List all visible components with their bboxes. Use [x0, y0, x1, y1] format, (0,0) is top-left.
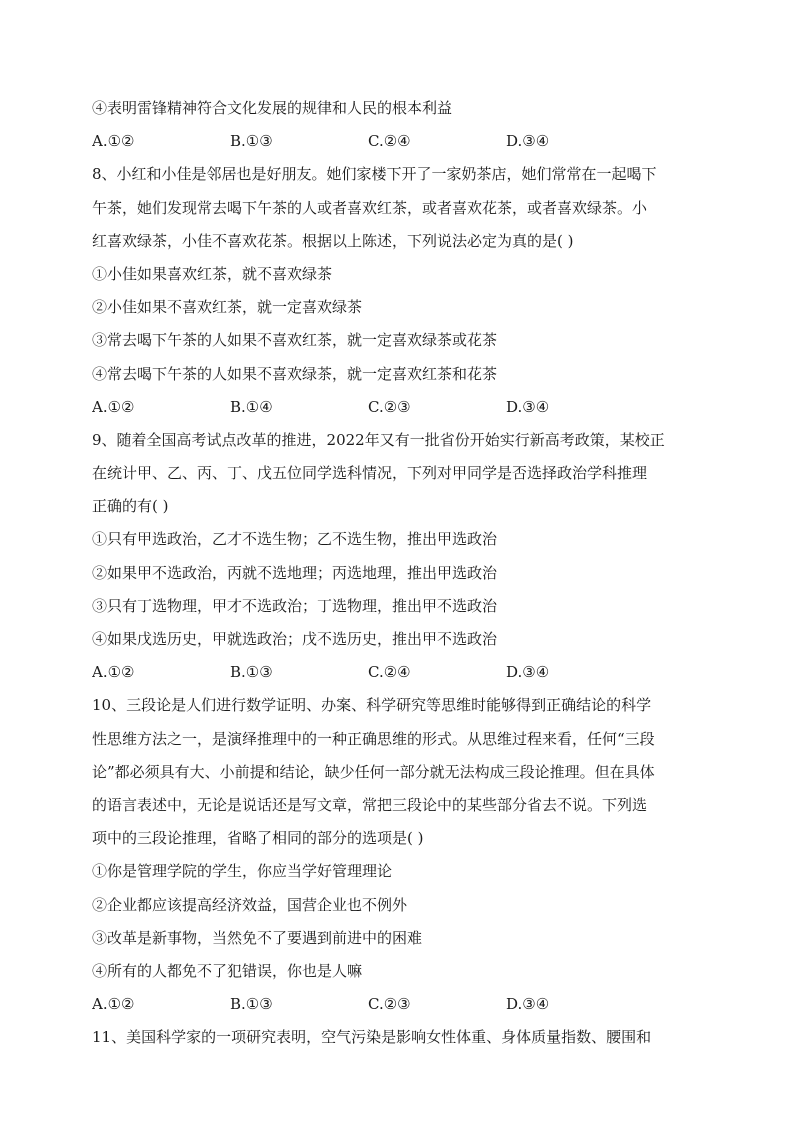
q8-option-a: A.①② [92, 397, 135, 416]
q10-option-b: B.①③ [230, 995, 273, 1014]
q7-option-d: D.③④ [506, 132, 550, 151]
q7-option-b: B.①③ [230, 132, 273, 151]
q10-stem-line-5: 项中的三段论推理，省略了相同的部分的选项是( ) [92, 829, 424, 848]
q11-stem-line-1: 11、美国科学家的一项研究表明，空气污染是影响女性体重、身体质量指数、腰围和 [92, 1028, 652, 1047]
q8-options [92, 391, 704, 424]
q10-stem-line-4: 的语言表述中，无论是说话还是写文章，常把三段论中的某些部分省去不说。下列选 [92, 795, 648, 814]
q7-item-4: ④表明雷锋精神符合文化发展的规律和人民的根本利益 [92, 99, 453, 117]
q8-option-b: B.①④ [230, 397, 273, 416]
q9-options [92, 656, 704, 689]
q10-stem-line-2: 性思维方法之一，是演绎推理中的一种正确思维的形式。从思维过程来看，任何“三段 [92, 729, 655, 748]
q9-stem-line-1: 9、随着全国高考试点改革的推进，2022年又有一批省份开始实行新高考政策，某校正 [92, 430, 665, 449]
q8-item-1: ①小佳如果喜欢红茶，就不喜欢绿茶 [92, 264, 333, 283]
q8-stem-line-1: 8、小红和小佳是邻居也是好朋友。她们家楼下开了一家奶茶店，她们常常在一起喝下 [92, 165, 657, 184]
q8-item-4: ④常去喝下午茶的人如果不喜欢绿茶，就一定喜欢红茶和花茶 [92, 364, 498, 383]
q9-option-d: D.③④ [506, 663, 550, 682]
q9-option-a: A.①② [92, 663, 135, 682]
q9-option-b: B.①③ [230, 663, 273, 682]
q9-stem-line-2: 在统计甲、乙、丙、丁、戊五位同学选科情况，下列对甲同学是否选择政治学科推理 [92, 464, 648, 483]
q8-stem-line-2: 午茶，她们发现常去喝下午茶的人或者喜欢红茶，或者喜欢花茶，或者喜欢绿茶。小 [92, 198, 648, 217]
q9-item-2: ②如果甲不选政治，丙就不选地理；丙选地理，推出甲选政治 [92, 563, 498, 582]
q7-options [92, 125, 704, 158]
q9-item-4: ④如果戊选历史，甲就选政治；戊不选历史，推出甲不选政治 [92, 630, 498, 648]
q8-item-2: ②小佳如果不喜欢红茶，就一定喜欢绿茶 [92, 298, 363, 317]
question-content [92, 92, 704, 1054]
q10-stem-line-3: 论”都必须具有大、小前提和结论，缺少任何一部分就无法构成三段论推理。但在具体 [92, 762, 655, 781]
q9-item-3: ③只有丁选物理，甲才不选政治；丁选物理，推出甲不选政治 [92, 596, 498, 615]
q10-option-c: C.②③ [368, 995, 411, 1014]
q10-item-2: ②企业都应该提高经济效益，国营企业也不例外 [92, 895, 408, 914]
q10-item-3: ③改革是新事物，当然免不了要遇到前进中的困难 [92, 928, 423, 947]
q9-stem-line-3: 正确的有( ) [92, 497, 169, 516]
q10-option-a: A.①② [92, 995, 135, 1014]
q8-stem-line-3: 红喜欢绿茶，小佳不喜欢花茶。根据以上陈述，下列说法必定为真的是( ) [92, 231, 574, 250]
q10-option-d: D.③④ [506, 995, 550, 1014]
q10-item-1: ①你是管理学院的学生，你应当学好管理理论 [92, 862, 393, 881]
q8-item-3: ③常去喝下午茶的人如果不喜欢红茶，就一定喜欢绿茶或花茶 [92, 331, 498, 350]
q9-option-c: C.②④ [368, 663, 411, 682]
q8-option-d: D.③④ [506, 397, 550, 416]
q10-options [92, 988, 704, 1021]
q7-option-a: A.①② [92, 132, 135, 151]
q7-option-c: C.②④ [368, 132, 411, 151]
q9-item-1: ①只有甲选政治，乙才不选生物；乙不选生物，推出甲选政治 [92, 530, 498, 549]
q10-item-4: ④所有的人都免不了犯错误，你也是人嘛 [92, 961, 363, 980]
q10-stem-line-1: 10、三段论是人们进行数学证明、办案、科学研究等思维时能够得到正确结论的科学 [92, 696, 652, 715]
q8-option-c: C.②③ [368, 397, 411, 416]
